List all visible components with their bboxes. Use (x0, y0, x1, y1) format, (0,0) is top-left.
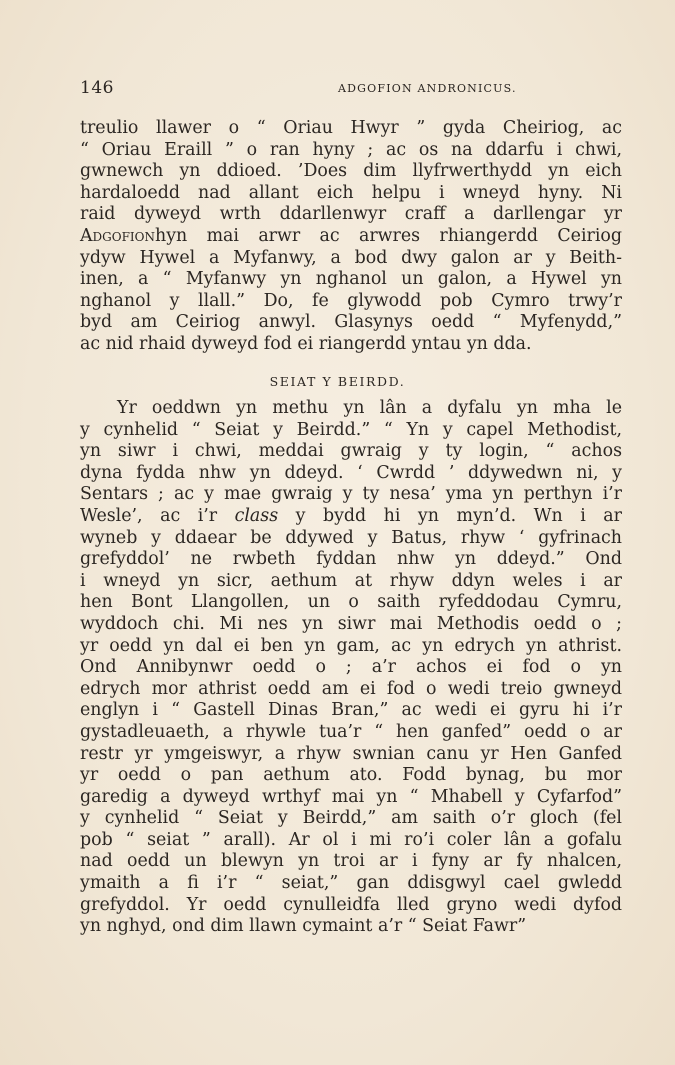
text-line: byd am Ceiriog anwyl. Glasynys oedd “ Myfenydd,” (80, 312, 622, 333)
text-line: dyna fydda nhw yn ddeyd. ‘ Cwrdd ’ ddywedwn ni, y (80, 462, 622, 483)
italic-word: class (234, 505, 279, 526)
text-line: i wneyd yn sicr, aethum at rhyw ddyn weles i ar (80, 570, 622, 591)
text-line: edrych mor athrist oedd am ei fod o wedi treio gwneyd (80, 678, 622, 699)
text-line: Sentars ; ac y mae gwraig y ty nesa’ yma yn perthyn i’r (80, 484, 622, 505)
text-line: y cynhelid “ Seiat y Beirdd.” “ Yn y capel Methodist, (80, 419, 622, 440)
page-header (80, 78, 620, 102)
text-line: grefyddol. Yr oedd cynulleidfa lled gryno wedi dyfod (80, 894, 622, 915)
text-line: yn siwr i chwi, meddai gwraig y ty login, “ achos (80, 441, 622, 462)
running-head: ADGOFION ANDRONICUS. (338, 82, 517, 95)
text-line: hardaloedd nad allant eich helpu i wneyd hyny. Ni (80, 182, 622, 203)
text-line: englyn i “ Gastell Dinas Bran,” ac wedi ei gyru hi i’r (80, 700, 622, 721)
smallcaps-title: Adgofion (80, 225, 156, 246)
text-line: yr oedd yn dal ei ben yn gam, ac yn edrych yn athrist. (80, 635, 622, 656)
text-line: restr yr ymgeiswyr, a rhyw swnian canu yr Hen Ganfed (80, 743, 622, 764)
text-line: gystadleuaeth, a rhywle tua’r “ hen ganfed” oedd o ar (80, 721, 622, 742)
text-line: ydyw Hywel a Myfanwy, a bod dwy galon ar y Beith- (80, 247, 622, 268)
text-line: Wesle’, ac i’r class y bydd hi yn myn’d. Wn i ar (80, 505, 622, 526)
text-line: nghanol y llall.” Do, fe glywodd pob Cymro trwy’r (80, 290, 622, 311)
text-line: hen Bont Llangollen, un o saith ryfeddodau Cymru, (80, 592, 622, 613)
text-line: Ond Annibynwr oedd o ; a’r achos ei fod o yn (80, 657, 622, 678)
page-number: 146 (80, 78, 114, 98)
text-line: ymaith a fi i’r “ seiat,” gan ddisgwyl cael gwledd (80, 873, 622, 894)
text-line: wyddoch chi. Mi nes yn siwr mai Methodis oedd o ; (80, 613, 622, 634)
text-line: yn nghyd, ond dim llawn cymaint a’r “ Seiat Fawr” (80, 916, 527, 937)
text-line: inen, a “ Myfanwy yn nghanol un galon, a Hywel yn (80, 269, 622, 290)
text-line: Yr oeddwn yn methu yn lân a dyfalu yn mha le (117, 398, 622, 418)
text-line: ac nid rhaid dyweyd fod ei riangerdd yntau yn dda. (80, 333, 532, 354)
paragraph-seiat-y-beirdd (80, 398, 622, 938)
text-line: treulio llawer o “ Oriau Hwyr ” gyda Cheiriog, ac (80, 118, 622, 138)
section-heading: SEIAT Y BEIRDD. (269, 374, 406, 389)
text-line: nad oedd un blewyn yn troi ar i fyny ar fy nhalcen, (80, 851, 622, 872)
text-line: wyneb y ddaear be ddywed y Batus, rhyw ‘ gyfrinach (80, 527, 622, 548)
text-line: pob “ seiat ” arall). Ar ol i mi ro’i coler lân a gofalu (80, 829, 622, 850)
text-line: garedig a dyweyd wrthyf mai yn “ Mhabell y Cyfarfod” (80, 786, 622, 807)
text-line: Adgofionhyn mai arwr ac arwres rhiangerdd Ceiriog (80, 225, 622, 246)
paragraph-continued (80, 118, 622, 356)
text-line: “ Oriau Eraill ” o ran hyny ; ac os na ddarfu i chwi, (80, 139, 622, 160)
text-line: grefyddol’ ne rwbeth fyddan nhw yn ddeyd.” Ond (80, 549, 622, 570)
text-line: raid dyweyd wrth ddarllenwyr craff a darllengar yr (80, 204, 622, 225)
text-line: gwnewch yn ddioed. ’Does dim llyfrwerthydd yn eich (80, 161, 622, 182)
text-line: y cynhelid “ Seiat y Beirdd,” am saith o’r gloch (fel (80, 808, 622, 829)
text-line: yr oedd o pan aethum ato. Fodd bynag, bu mor (80, 765, 622, 786)
